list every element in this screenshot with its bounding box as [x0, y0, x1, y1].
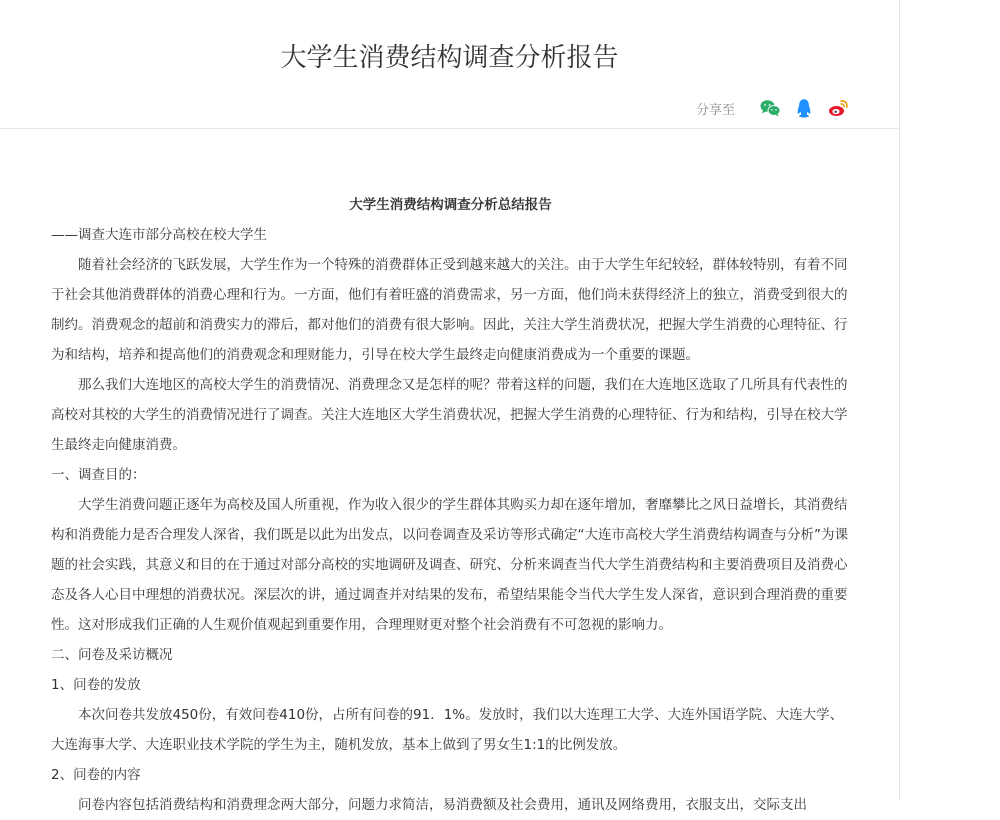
- weibo-icon[interactable]: [827, 97, 849, 119]
- document-subtitle: ——调查大连市部分高校在校大学生: [51, 227, 267, 243]
- document-title: 大学生消费结构调查分析总结报告: [349, 197, 552, 213]
- qq-icon[interactable]: [793, 97, 815, 119]
- share-bar: [696, 96, 849, 120]
- article-body: [51, 190, 850, 820]
- paragraph: 随着社会经济的飞跃发展，大学生作为一个特殊的消费群体正受到越来越大的关注。由于大学生年纪较轻，群体较特别，有着不同于社会其他消费群体的消费心理和行为。一方面，他们有着旺盛的消费需求，另一方面，他们尚未获得经济上的独立，消费受到很大的制约。消费观念的超前和消费实力的滞后，都对他们的消费有很大影响。因此，关注大学生消费状况，把握大学生消费的心理特征、行为和结构，培养和提高他们的消费观念和理财能力，引导在校大学生最终走向健康消费成为一个重要的课题。: [51, 257, 848, 363]
- page-title: 大学生消费结构调查分析报告: [280, 43, 619, 73]
- paragraph: 本次问卷共发放450份，有效问卷410份，占所有问卷的91．1%。发放时，我们以大连理工大学、大连外国语学院、大连大学、大连海事大学、大连职业技术学院的学生为主，随机发放，基本上做到了男女生1:1的比例发放。: [51, 707, 844, 753]
- subsection-heading: 1、问卷的发放: [51, 677, 141, 693]
- paragraph: 大学生消费问题正逐年为高校及国人所重视，作为收入很少的学生群体其购买力却在逐年增加，奢靡攀比之风日益增长，其消费结构和消费能力是否合理发人深省，我们既是以此为出发点，以问卷调查及采访等形式确定“大连市高校大学生消费结构调查与分析”为课题的社会实践，其意义和目的在于通过对部分高校的实地调研及调查、研究、分析来调查当代大学生消费结构和主要消费项目及消费心态及各人心目中理想的消费状况。深层次的讲，通过调查并对结果的发布，希望结果能令当代大学生发人深省，意识到合理消费的重要性。这对形成我们正确的人生观价值观起到重要作用，合理理财更对整个社会消费有不可忽视的影响力。: [51, 497, 848, 633]
- section-heading: 一、调查目的：: [51, 467, 146, 483]
- section-heading: 二、问卷及采访概况: [51, 647, 173, 663]
- paragraph: 问卷内容包括消费结构和消费理念两大部分，问题力求简洁，易消费额及社会费用，通讯及网络费用，衣服支出，交际支出: [78, 797, 807, 813]
- share-label: 分享至: [695, 102, 735, 118]
- subsection-heading: 2、问卷的内容: [51, 767, 141, 783]
- page-header: [0, 0, 899, 129]
- wechat-icon[interactable]: [759, 97, 781, 119]
- paragraph: 那么我们大连地区的高校大学生的消费情况、消费理念又是怎样的呢？带着这样的问题，我们在大连地区选取了几所具有代表性的高校对其校的大学生的消费情况进行了调查。关注大连地区大学生消费状况，把握大学生消费的心理特征、行为和结构，引导在校大学生最终走向健康消费。: [51, 377, 848, 453]
